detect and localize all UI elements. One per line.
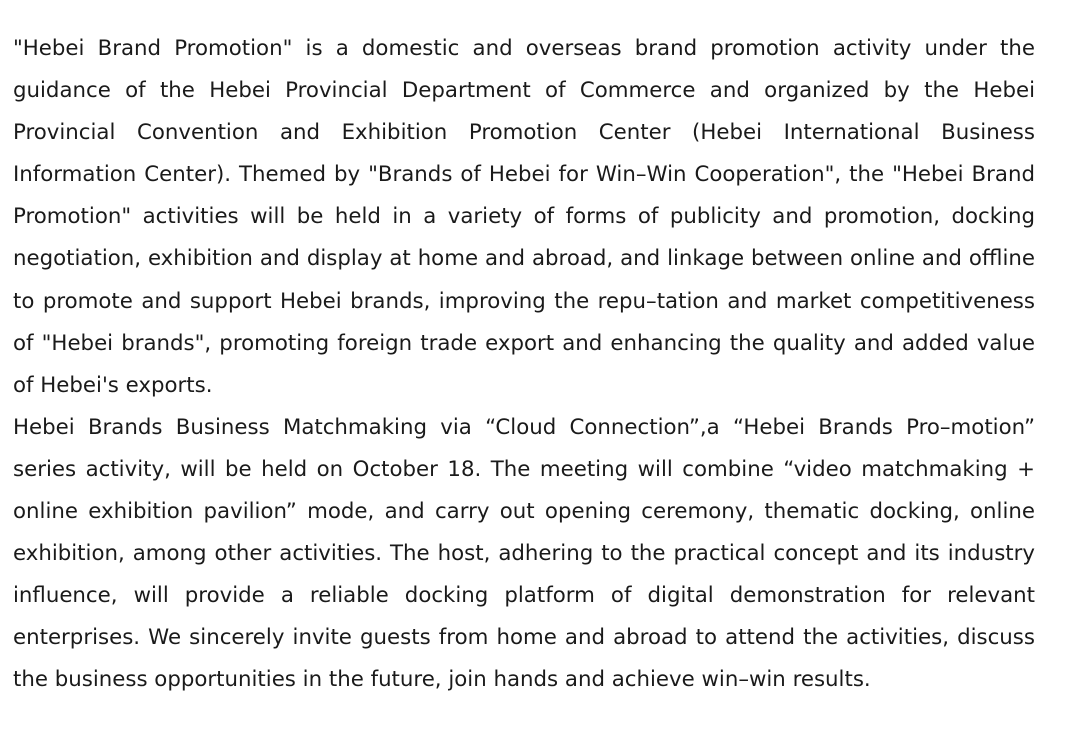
article-body bbox=[13, 28, 1035, 702]
paragraph-hebei-brand-promotion: "Hebei Brand Promotion" is a domestic and overseas brand promotion activity under the guidance of the Hebei Provincial Department of Commerce and organized by the Hebei Provincial Convention and Exhibition Promotion Center (Hebei International Business Information Center). Themed by "Brands of Hebei for Win–Win Cooperation", the "Hebei Brand Promotion" activities will be held in a variety of forms of publicity and promotion, docking negotiation, exhibition and display at home and abroad, and linkage between online and offline to promote and support Hebei brands, improving the repu–tation and market competitiveness of "Hebei brands", promoting foreign trade export and enhancing the quality and added value of Hebei's exports. bbox=[13, 36, 1035, 398]
paragraph-cloud-connection: Hebei Brands Business Matchmaking via “Cloud Connection”,a “Hebei Brands Pro–motion” series activity, will be held on October 18. The meeting will combine “video matchmaking + online exhibition pavilion” mode, and carry out opening ceremony, thematic docking, online exhibition, among other activities. The host, adhering to the practical concept and its industry influence, will provide a reliable docking platform of digital demonstration for relevant enterprises. We sincerely invite guests from home and abroad to attend the activities, discuss the business opportunities in the future, join hands and achieve win–win results. bbox=[13, 414, 1035, 693]
